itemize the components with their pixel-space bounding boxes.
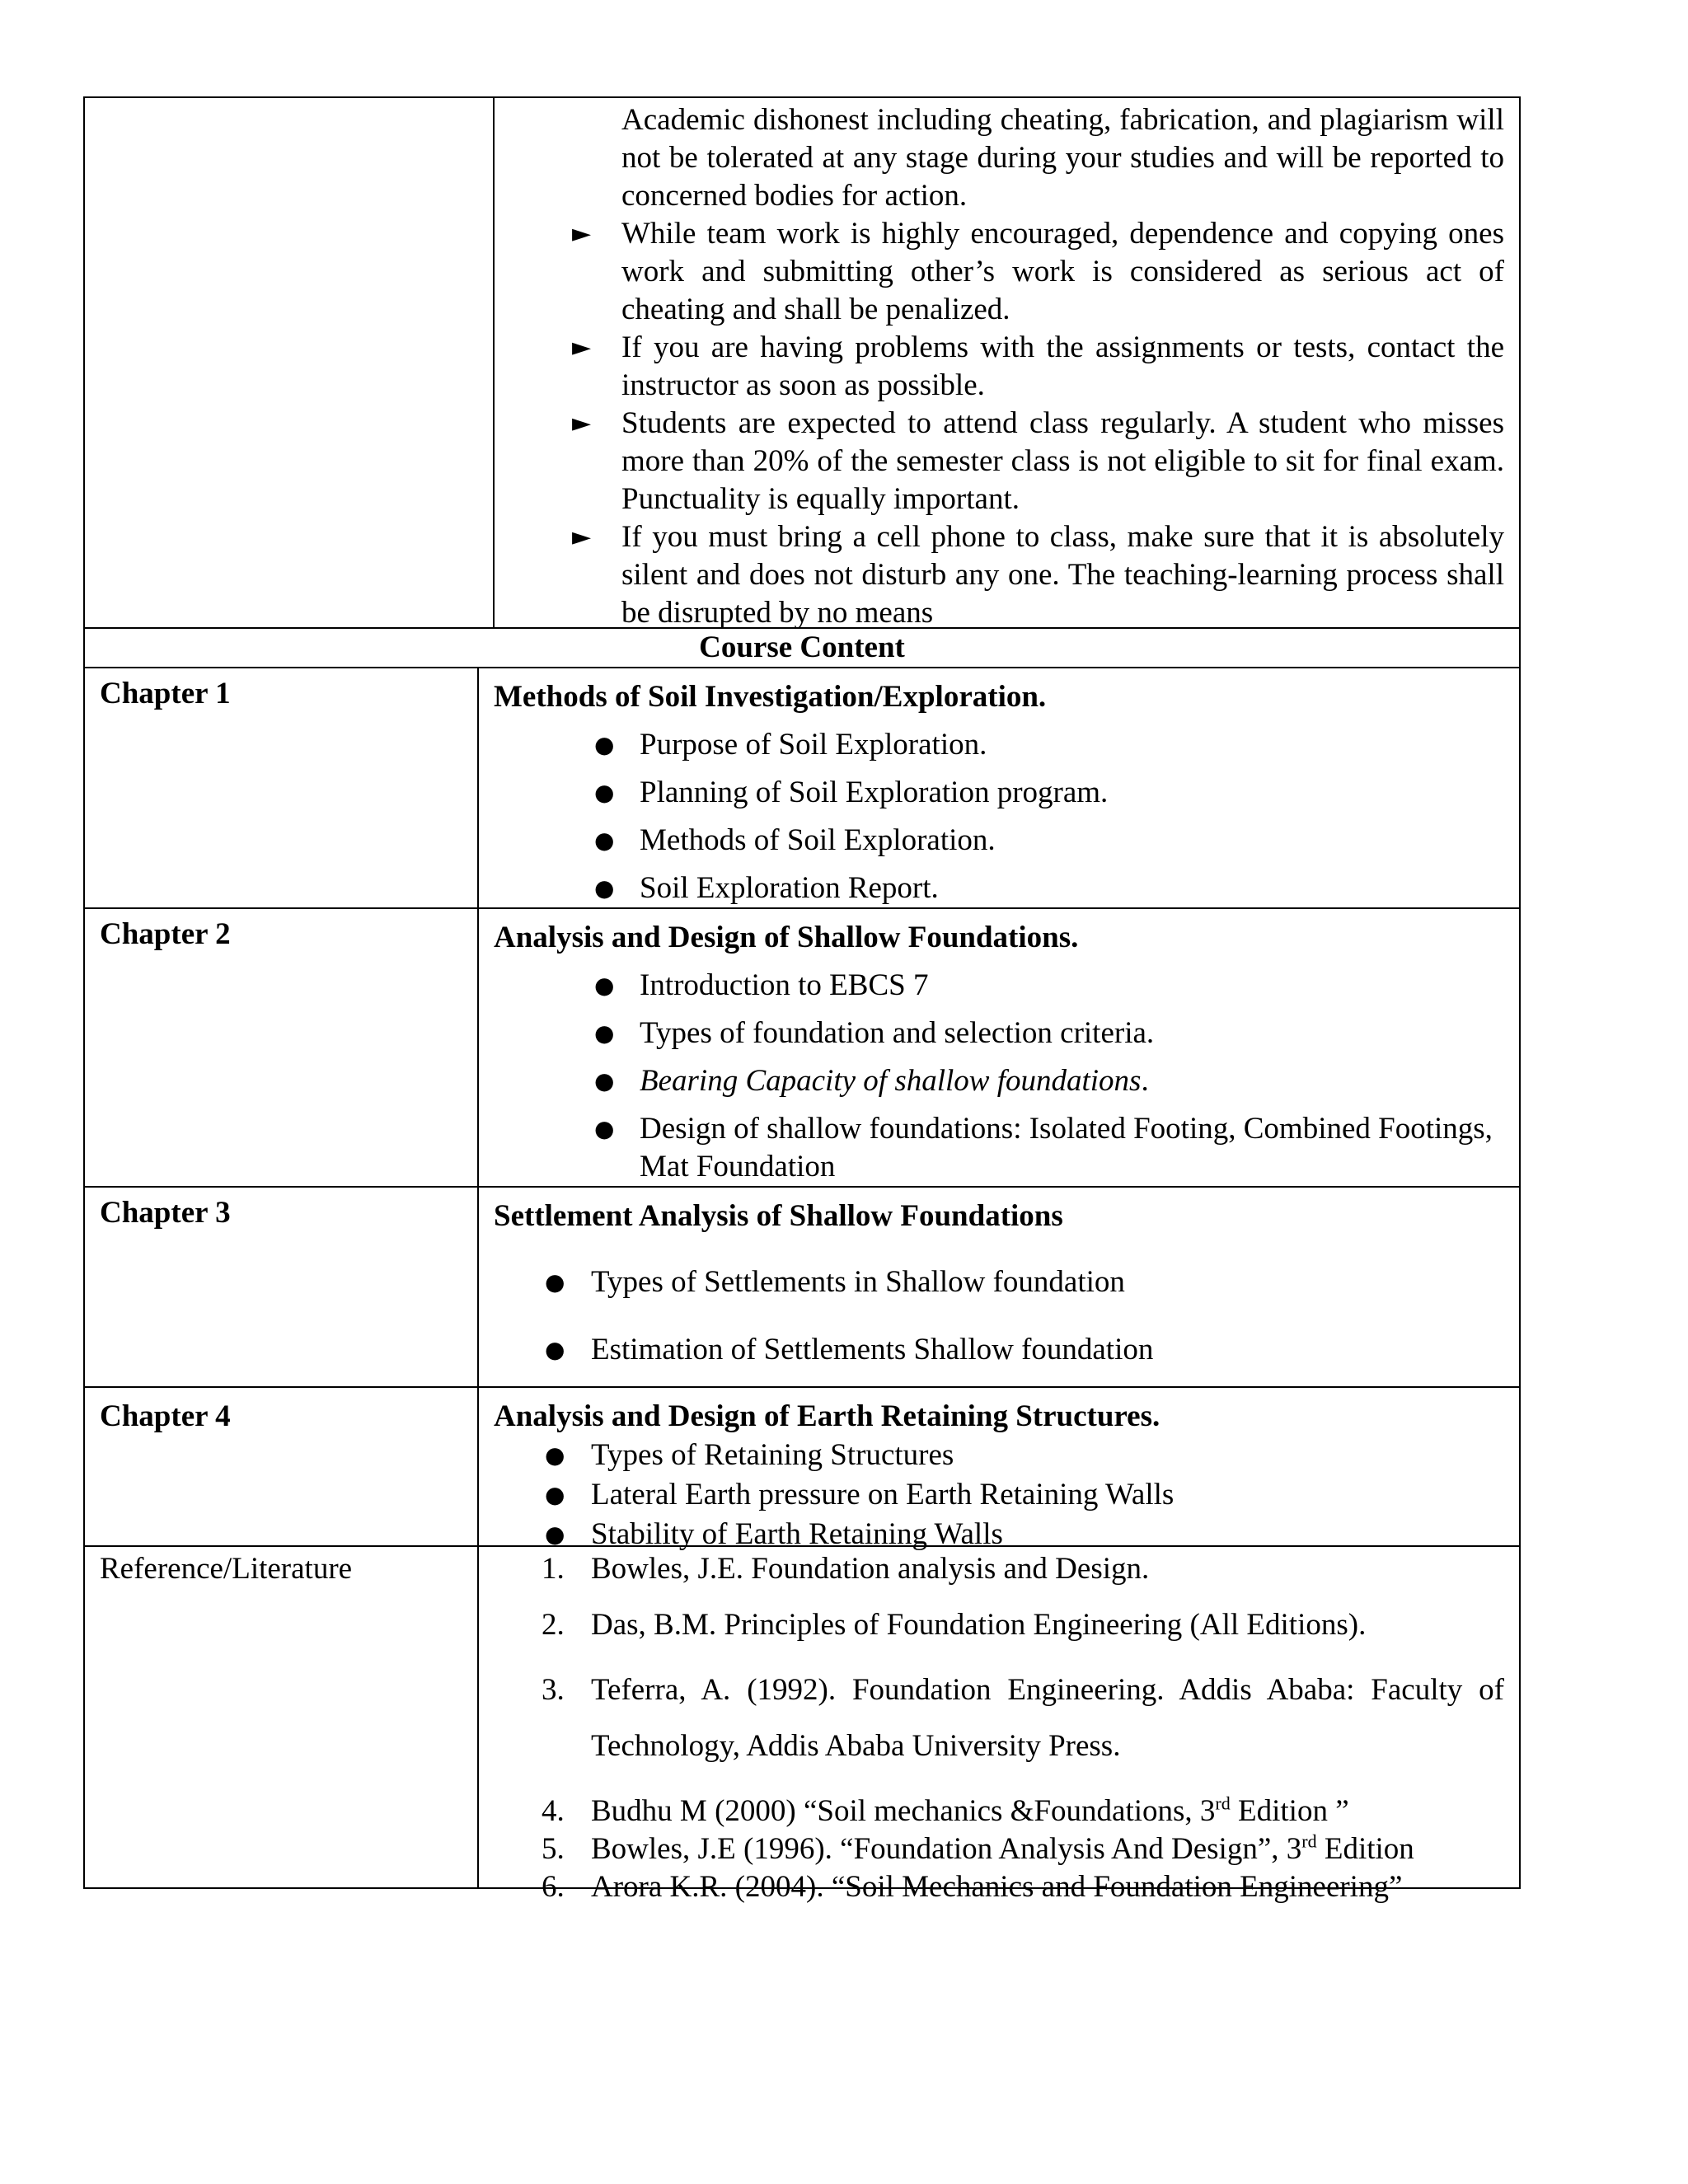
chapter-label: Chapter 2 [85, 909, 479, 1186]
topic-item: ● Bearing Capacity of shallow foundations. [494, 1062, 1504, 1100]
policy-label-cell [85, 98, 495, 627]
topic-item: ● Soil Exploration Report. [494, 869, 1504, 907]
arrow-bullet-icon: ► [572, 409, 592, 438]
syllabus-table [83, 96, 1521, 1904]
bullet-dot-icon: ● [594, 731, 615, 758]
bullet-dot-icon: ● [594, 1067, 615, 1094]
reference-list [494, 1550, 1504, 1906]
chapter-row [83, 1388, 1521, 1551]
bullet-dot-icon: ● [545, 1441, 565, 1469]
bullet-dot-icon: ● [594, 1019, 615, 1047]
policy-list [509, 215, 1504, 632]
reference-item: 2. Das, B.M. Principles of Foundation Engineering (All Editions). [542, 1608, 1367, 1642]
chapter-topic-list [494, 726, 1504, 907]
arrow-bullet-icon: ► [572, 333, 592, 362]
bullet-dot-icon: ● [545, 1336, 565, 1363]
reference-item: 5. Bowles, J.E (1996). “Foundation Analysis And Design”, 3rd Edition [542, 1830, 1414, 1866]
bullet-dot-icon: ● [545, 1521, 565, 1548]
topic-item: ● Types of Retaining Structures [494, 1436, 1504, 1475]
bullet-dot-icon: ● [594, 874, 615, 902]
course-content-heading-row [83, 629, 1521, 668]
reference-item: 1. Bowles, J.E. Foundation analysis and Design. [542, 1552, 1150, 1586]
chapter-row [83, 909, 1521, 1188]
bullet-dot-icon: ● [594, 779, 615, 806]
chapter-content [479, 668, 1519, 907]
arrow-bullet-icon: ► [572, 219, 592, 248]
policy-item: ► While team work is highly encouraged, dependence and copying ones work and submitting other’s work is considered as serious act of cheating and shall be penalized. [572, 217, 1504, 326]
chapter-row [83, 668, 1521, 909]
topic-item: ● Methods of Soil Exploration. [494, 822, 1504, 860]
reference-item: 3. Teferra, A. (1992). Foundation Engineering. Addis Ababa: Faculty of Technology, Addis Ababa University Press. [542, 1673, 1504, 1763]
topic-item: ● Estimation of Settlements Shallow foundation [494, 1331, 1504, 1369]
chapter-topic-list [494, 967, 1504, 1186]
chapter-label: Chapter 1 [85, 668, 479, 907]
reference-row [83, 1547, 1521, 1904]
topic-item: ● Design of shallow foundations: Isolated Footing, Combined Footings, Mat Foundation [594, 1112, 1493, 1183]
reference-label: Reference/Literature [85, 1547, 479, 1887]
chapter-row [83, 1188, 1521, 1388]
policy-item: ► If you are having problems with the assignments or tests, contact the instructor as soon as possible. [572, 330, 1504, 402]
policy-row [83, 96, 1521, 629]
policy-item: ► If you must bring a cell phone to class, make sure that it is absolutely silent and does not disturb any one. The teaching-learning process shall be disrupted by no means [572, 520, 1504, 630]
reference-content [479, 1547, 1519, 1904]
policy-item: ► Students are expected to attend class regularly. A student who misses more than 20% of the semester class is not eligible to sit for final exam. Punctuality is equally important. [572, 406, 1504, 516]
bullet-dot-icon: ● [545, 1481, 565, 1508]
chapter-label: Chapter 4 [85, 1388, 479, 1545]
chapter-title: Methods of Soil Investigation/Exploration. [494, 680, 1047, 714]
reference-item: 6. Arora K.R. (2004). “Soil Mechanics and Foundation Engineering” [542, 1870, 1403, 1904]
reference-item: 4. Budhu M (2000) “Soil mechanics &Foundations, 3rd Edition ” [542, 1793, 1349, 1828]
course-content-heading: Course Content [699, 630, 905, 664]
topic-item: ● Types of Settlements in Shallow foundation [494, 1263, 1504, 1301]
policy-content-cell [495, 98, 1519, 630]
chapter-label: Chapter 3 [85, 1188, 479, 1386]
policy-intro: Academic dishonest including cheating, fabrication, and plagiarism will not be tolerated at any stage during your studies and will be reported to concerned bodies for action. [621, 103, 1504, 213]
topic-item: ● Planning of Soil Exploration program. [494, 774, 1504, 812]
bullet-dot-icon: ● [594, 972, 615, 999]
arrow-bullet-icon: ► [572, 523, 592, 551]
bullet-dot-icon: ● [594, 827, 615, 854]
topic-item: ● Stability of Earth Retaining Walls [494, 1515, 1504, 1554]
chapter-content [479, 1388, 1519, 1551]
topic-item: ● Lateral Earth pressure on Earth Retaining Walls [494, 1475, 1504, 1515]
topic-item: ● Introduction to EBCS 7 [494, 967, 1504, 1005]
chapter-topic-list [494, 1263, 1504, 1369]
topic-item: ● Types of foundation and selection criteria. [494, 1015, 1504, 1052]
bullet-dot-icon: ● [545, 1268, 565, 1296]
chapter-title: Analysis and Design of Shallow Foundations. [494, 921, 1079, 954]
chapter-content [479, 909, 1519, 1186]
bullet-dot-icon: ● [594, 1115, 615, 1142]
chapter-title: Settlement Analysis of Shallow Foundations [494, 1199, 1063, 1233]
chapter-content [479, 1188, 1519, 1386]
chapter-topic-list [494, 1436, 1504, 1554]
chapter-title: Analysis and Design of Earth Retaining Structures. [494, 1399, 1160, 1433]
topic-item: ● Purpose of Soil Exploration. [494, 726, 1504, 764]
